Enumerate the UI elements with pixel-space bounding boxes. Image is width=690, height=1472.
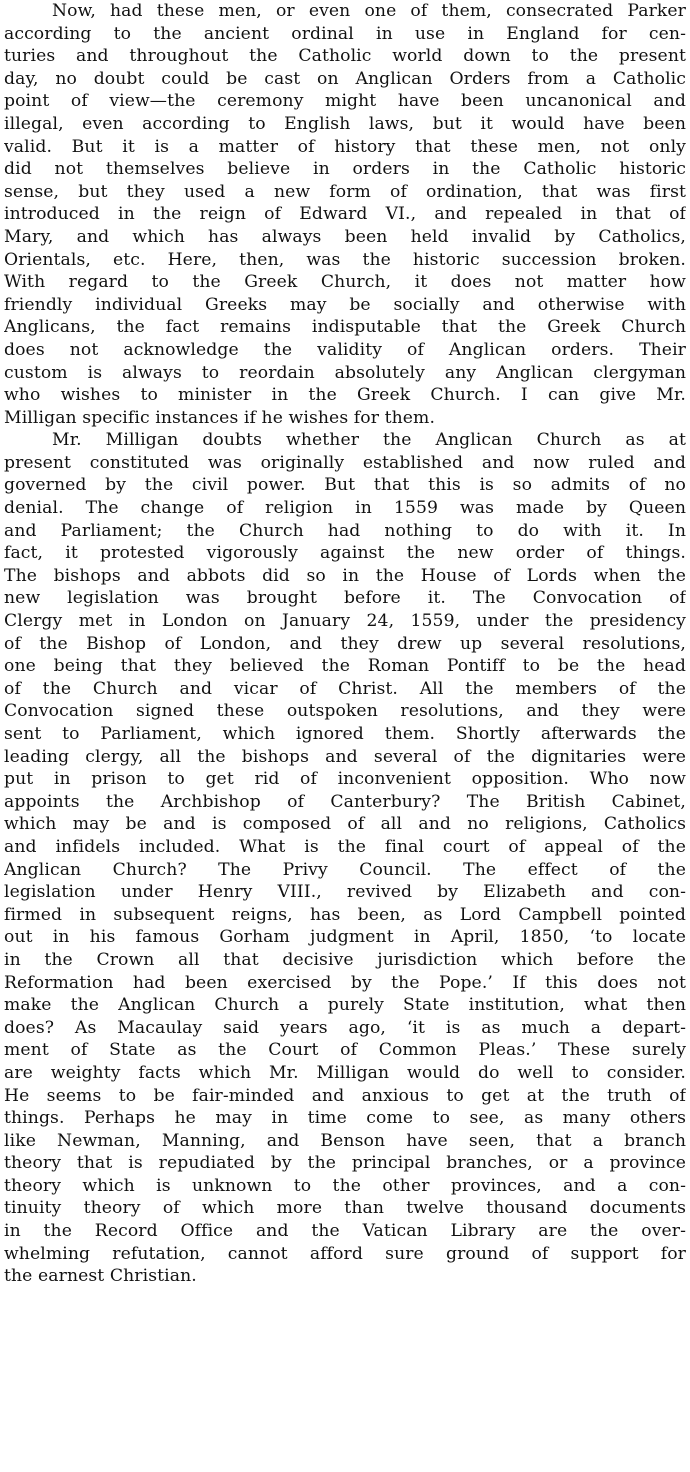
text-line: sense, but they used a new form of ordination, that was first xyxy=(4,181,686,202)
text-line: ment of State as the Court of Common Pleas.’ These surely xyxy=(4,1040,686,1061)
text-line: theory that is repudiated by the principal branches, or a province xyxy=(4,1153,686,1174)
text-line: whelming refutation, cannot afford sure ground of support for xyxy=(4,1243,686,1264)
text-line: With regard to the Greek Church, it does not matter how xyxy=(4,272,686,293)
paragraph-church-and-state xyxy=(4,429,686,1288)
text-line: tinuity theory of which more than twelve thousand documents xyxy=(4,1198,686,1219)
text-line: Milligan specific instances if he wishes for them. xyxy=(4,407,436,428)
text-line: firmed in subsequent reigns, has been, as Lord Campbell pointed xyxy=(4,904,686,925)
text-line: did not themselves believe in orders in the Catholic historic xyxy=(4,159,686,180)
text-line: and Parliament; the Church had nothing to do with it. In xyxy=(4,520,686,541)
paragraph-parker-consecration xyxy=(4,0,686,429)
text-line: Orientals, etc. Here, then, was the historic succession broken. xyxy=(4,249,686,270)
text-line: denial. The change of religion in 1559 was made by Queen xyxy=(4,498,686,519)
text-line: things. Perhaps he may in time come to see, as many others xyxy=(4,1108,686,1129)
text-line: one being that they believed the Roman Pontiff to be the head xyxy=(4,656,686,677)
text-line: governed by the civil power. But that this is so admits of no xyxy=(4,475,686,496)
text-line: Clergy met in London on January 24, 1559, under the presidency xyxy=(4,611,686,632)
text-line: The bishops and abbots did so in the House of Lords when the xyxy=(4,565,686,586)
text-line: Anglicans, the fact remains indisputable that the Greek Church xyxy=(4,317,686,338)
text-line: Reformation had been exercised by the Pope.’ If this does not xyxy=(4,972,686,993)
text-line: leading clergy, all the bishops and several of the dignitaries were xyxy=(4,746,686,767)
text-line: are weighty facts which Mr. Milligan would do well to consider. xyxy=(4,1062,686,1083)
text-line: like Newman, Manning, and Benson have seen, that a branch xyxy=(4,1130,686,1151)
text-line: in the Crown all that decisive jurisdiction which before the xyxy=(4,949,686,970)
text-line: according to the ancient ordinal in use in England for cen- xyxy=(4,23,686,44)
text-line: does? As Macaulay said years ago, ‘it is as much a depart- xyxy=(4,1017,686,1038)
text-line: day, no doubt could be cast on Anglican Orders from a Catholic xyxy=(4,68,686,89)
text-line: Now, had these men, or even one of them, consecrated Parker xyxy=(52,1,686,21)
text-line: the earnest Christian. xyxy=(4,1266,197,1287)
text-line: of the Bishop of London, and they drew up several resolutions, xyxy=(4,633,686,654)
text-line: sent to Parliament, which ignored them. Shortly afterwards the xyxy=(4,724,686,744)
text-line: Anglican Church? The Privy Council. The effect of the xyxy=(4,859,686,880)
text-line: which may be and is composed of all and no religions, Catholics xyxy=(4,814,686,835)
text-line: out in his famous Gorham judgment in April, 1850, ‘to locate xyxy=(4,927,686,948)
text-line: introduced in the reign of Edward VI., and repealed in that of xyxy=(4,204,686,225)
text-line: present constituted was originally established and now ruled and xyxy=(4,452,686,473)
text-line: in the Record Office and the Vatican Library are the over- xyxy=(4,1221,686,1242)
text-line: valid. But it is a matter of history that these men, not only xyxy=(4,136,686,157)
text-line: turies and throughout the Catholic world down to the present xyxy=(4,46,686,67)
text-line: friendly individual Greeks may be socially and otherwise with xyxy=(4,294,686,315)
text-line: illegal, even according to English laws, but it would have been xyxy=(4,113,686,134)
text-line: does not acknowledge the validity of Anglican orders. Their xyxy=(4,339,686,360)
text-line: He seems to be fair-minded and anxious to get at the truth of xyxy=(4,1085,686,1106)
text-line: Convocation signed these outspoken resolutions, and they were xyxy=(4,701,686,722)
text-line: new legislation was brought before it. The Convocation of xyxy=(4,588,686,609)
text-line: who wishes to minister in the Greek Church. I can give Mr. xyxy=(4,385,686,406)
text-line: point of view—the ceremony might have been uncanonical and xyxy=(4,91,686,112)
text-line: custom is always to reordain absolutely any Anglican clergyman xyxy=(4,362,686,383)
text-line: fact, it protested vigorously against the new order of things. xyxy=(4,543,686,564)
text-line: appoints the Archbishop of Canterbury? The British Cabinet, xyxy=(4,791,686,812)
text-line: make the Anglican Church a purely State institution, what then xyxy=(4,995,686,1016)
text-line: Mr. Milligan doubts whether the Anglican Church as at xyxy=(52,430,686,451)
text-line: and infidels included. What is the final court of appeal of the xyxy=(4,836,686,857)
text-line: legislation under Henry VIII., revived by Elizabeth and con- xyxy=(4,882,686,903)
text-line: theory which is unknown to the other provinces, and a con- xyxy=(4,1175,686,1196)
text-line: of the Church and vicar of Christ. All the members of the xyxy=(4,678,686,699)
text-line: put in prison to get rid of inconvenient opposition. Who now xyxy=(4,769,686,790)
document-page xyxy=(4,0,686,1472)
text-line: Mary, and which has always been held invalid by Catholics, xyxy=(4,226,686,247)
